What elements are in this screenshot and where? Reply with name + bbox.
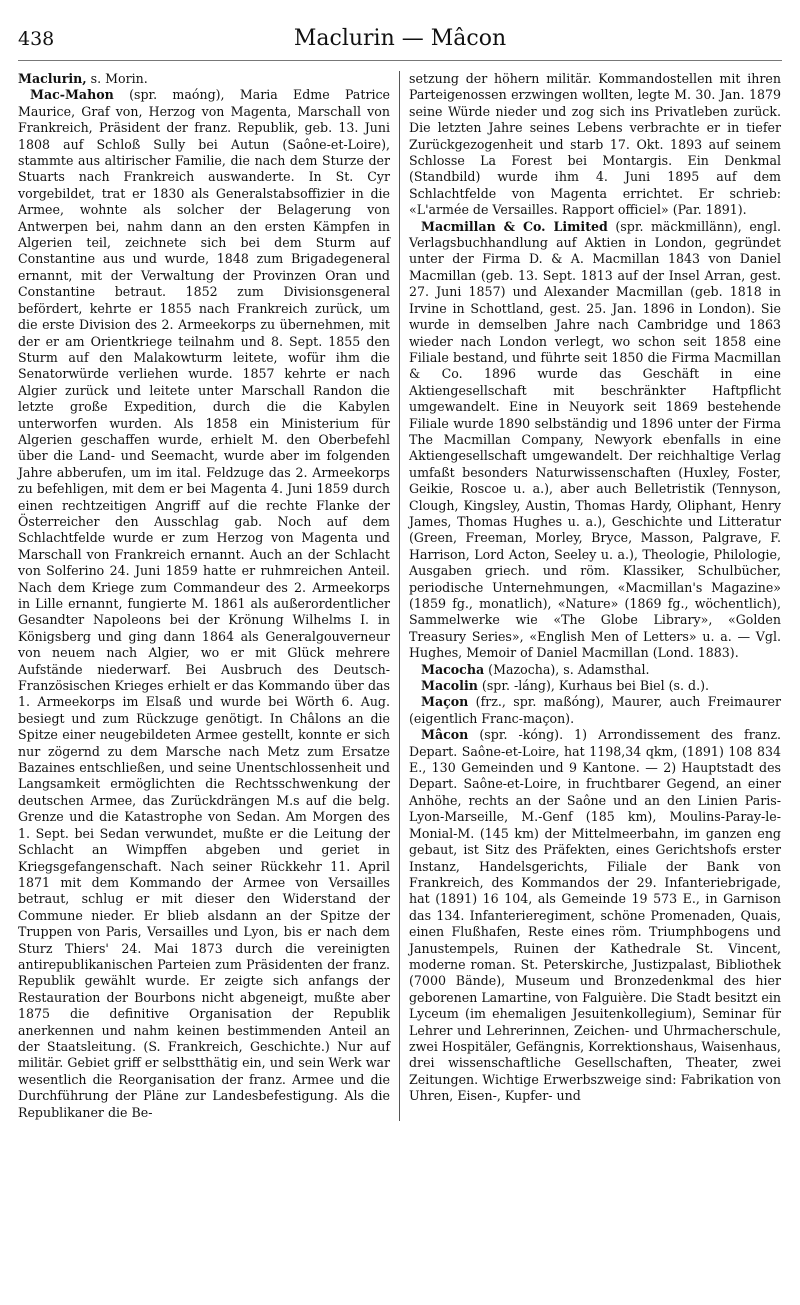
headword: Macmillan & Co. Limited	[421, 218, 608, 234]
left-column	[18, 71, 390, 1121]
entry-macmillan	[409, 219, 781, 662]
headword: Mac-Mahon	[30, 87, 114, 103]
entry-text: (spr. -kóng). 1) Arrondissement des franz. Depart. Saône-et-Loire, hat 1198,34 qkm, (1891) 108 834 E., 130 Gemeinden und 9 Kantone. — 2) Hauptstadt des Depart. Saône-et-Loire, in fruchtbarer Gegend, an einer Anhöhe, rechts an der Saône und an den Linien Paris-Lyon-Marseille, M.-Genf (185 km), Moulins-Paray-le-Monial-M. (145 km) der Mittelmeerbahn, im ganzen eng gebaut, ist Sitz des Präfekten, eines Gerichtshofs erster Instanz, Handelsgerichts, Filiale der Bank von Frankreich, des Kommandos der 29. Infanteriebrigade, hat (1891) 16 104, als Gemeinde 19 573 E., in Garnison das 134. Infanterieregiment, schöne Promenaden, Quais, einen Flußhafen, Reste eines röm. Triumphbogens und Janustempels, Ruinen der Kathedrale St. Vincent, moderne roman. St. Peterskirche, Justizpalast, Bibliothek (7000 Bände), Museum und Bronzedenkmal des hier geborenen Lamartine, von Falguière. Die Stadt besitzt ein Lyceum (im ehemaligen Jesuitenkollegium), Seminar für Lehrer und Lehrerinnen, Zeichen- und Uhrmacherschule, zwei Hospitäler, Gefängnis, Korrektionshaus, Waisenhaus, drei wissenschaftliche Gesellschaften, Theater, zwei Zeitungen. Wichtige Erwerbszweige sind: Fabrikation von Uhren, Eisen-, Kupfer- und	[409, 727, 781, 1104]
entry-text: s. Morin.	[86, 71, 148, 86]
entry-macon-city	[409, 727, 781, 1104]
column-divider	[399, 71, 400, 1121]
entry-mac-mahon-continued	[409, 71, 781, 219]
entry-mac-mahon	[18, 87, 390, 1121]
entry-macolin	[409, 678, 781, 694]
headword: Maçon	[421, 694, 469, 710]
entry-text: (frz., spr. maßóng), Maurer, auch Freimaurer (eigentlich Franc-maçon).	[409, 694, 781, 726]
entry-text: (spr. -láng), Kurhaus bei Biel (s. d.).	[477, 678, 710, 694]
page-number: 438	[18, 28, 55, 50]
running-title: Maclurin — Mâcon	[293, 26, 507, 51]
headword: Maclurin,	[18, 71, 87, 86]
right-column	[409, 71, 781, 1121]
headword: Macolin	[421, 678, 478, 694]
page-header	[18, 26, 782, 61]
text-columns	[18, 71, 782, 1121]
headword: Mâcon	[421, 727, 469, 743]
entry-macocha	[409, 662, 781, 678]
entry-macon-mason	[409, 694, 781, 727]
entry-text: setzung der höhern militär. Kommandostellen mit ihren Parteigenossen erzwingen wollten, legte M. 30. Jan. 1879 seine Würde nieder und zog sich ins Privatleben zurück. Die letzten Jahre seines Lebens verbrachte er in tiefer Zurückgezogenheit und starb 17. Okt. 1893 auf seinem Schlosse La Forest bei Montargis. Ein Denkmal (Standbild) wurde ihm 4. Juni 1895 auf dem Schlachtfelde von Magenta errichtet. Er schrieb: «L'armée de Versailles. Rapport officiel» (Par. 1891).	[409, 71, 781, 218]
entry-text: (spr. maóng), Maria Edme Patrice Maurice, Graf von, Herzog von Magenta, Marschall von Frankreich, Präsident der franz. Republik, geb. 13. Juni 1808 auf Schloß Sully bei Autun (Saône-et-Loire), stammte aus altirischer Familie, die nach dem Sturze der Stuarts nach Frankreich auswanderte. In St. Cyr vorgebildet, trat er 1830 als Generalstabsoffizier in die Armee, wohnte als solcher der Belagerung von Antwerpen bei, nahm dann an den ersten Kämpfen in Algerien teil, zeichnete sich bei dem Sturm auf Constantine aus und wurde, 1848 zum Brigadegeneral ernannt, mit der Verwaltung der Provinzen Oran und Constantine betraut. 1852 zum Divisionsgeneral befördert, kehrte er 1855 nach Frankreich zurück, um die erste Division des 2. Armeekorps zu übernehmen, mit der er am Orientkriege teilnahm und 8. Sept. 1855 den Sturm auf den Malakowturm leitete, wofür ihm die Senatorwürde verliehen wurde. 1857 kehrte er nach Algier zurück und leitete unter Marschall Randon die letzte große Expedition, durch die die Kabylen unterworfen wurden. Als 1858 ein Ministerium für Algerien geschaffen wurde, erhielt M. den Oberbefehl über die Land- und Seemacht, wurde aber im folgenden Jahre abberufen, um im ital. Feldzuge das 2. Armeekorps zu befehligen, mit dem er bei Magenta 4. Juni 1859 durch einen rechtzeitigen Angriff auf die rechte Flanke der Österreicher den Ausschlag gab. Noch auf dem Schlachtfelde wurde er zum Herzog von Magenta und Marschall von Frankreich ernannt. Auch an der Schlacht von Solferino 24. Juni 1859 hatte er ruhmreichen Anteil. Nach dem Kriege zum Commandeur des 2. Armeekorps in Lille ernannt, fungierte M. 1861 als außerordentlicher Gesandter Napoleons bei der Krönung Wilhelms I. in Königsberg und ging dann 1864 als Generalgouverneur von neuem nach Algier, wo er mit Glück mehrere Aufstände niederwarf. Bei Ausbruch des Deutsch-Französischen Krieges erhielt er das Kommando über das 1. Armeekorps im Elsaß und wurde bei Wörth 6. Aug. besiegt und zum Rückzuge genötigt. In Châlons an die Spitze einer neugebildeten Armee gestellt, konnte er sich nur zögernd zu dem Marsche nach Metz zum Ersatze Bazaines entschließen, und seine Unentschlossenheit und Langsamkeit ermöglichten die Rechtsschwenkung der deutschen Armee, das Zurückdrängen M.s auf die belg. Grenze und die Katastrophe von Sedan. Am Morgen des 1. Sept. bei Sedan verwundet, mußte er die Leitung der Schlacht an Wimpffen abgeben und geriet in Kriegsgefangenschaft. Nach seiner Rückkehr 11. April 1871 mit dem Kommando der Armee von Versailles betraut, schlug er mit dieser den Widerstand der Commune nieder. Er blieb alsdann an der Spitze der Truppen von Paris, Versailles und Lyon, bis er nach dem Sturz Thiers' 24. Mai 1873 durch die vereinigten antirepublikanischen Parteien zum Präsidenten der franz. Republik gewählt wurde. Er zeigte sich anfangs der Restauration der Bourbons nicht abgeneigt, mußte aber 1875 die definitive Organisation der Republik anerkennen und nahm keinen bestimmenden Anteil an der Staatsleitung. (S. Frankreich, Geschichte.) Nur auf militär. Gebiet griff er selbstthätig ein, und sein Werk war wesentlich die Reorganisation der franz. Armee und die Durchführung der Pläne zur Landesbefestigung. Als die Republikaner die Be-	[18, 87, 390, 1120]
entry-text: (Mazocha), s. Adamsthal.	[484, 661, 650, 677]
headword: Macocha	[421, 661, 485, 677]
entry-maclurin	[18, 71, 390, 87]
entry-text: (spr. mäckmillänn), engl. Verlagsbuchhandlung auf Aktien in London, gegründet unter der Firma D. & A. Macmillan 1843 von Daniel Macmillan (geb. 13. Sept. 1813 auf der Insel Arran, gest. 27. Juni 1857) und Alexander Macmillan (geb. 1818 in Irvine in Schottland, gest. 25. Jan. 1896 in London). Sie wurde in demselben Jahre nach Cambridge und 1863 wieder nach London verlegt, wo schon seit 1858 eine Filiale bestand, und führte seit 1850 die Firma Macmillan & Co. 1896 wurde das Geschäft in eine Aktiengesellschaft mit beschränkter Haftpflicht umgewandelt. Eine in Neuyork seit 1869 bestehende Filiale wurde 1890 selbständig und 1896 unter der Firma The Macmillan Company, Newyork ebenfalls in eine Aktiengesellschaft umgewandelt. Der reichhaltige Verlag umfaßt besonders Naturwissenschaften (Huxley, Foster, Geikie, Roscoe u. a.), aber auch Belletristik (Tennyson, Clough, Kingsley, Austin, Thomas Hardy, Oliphant, Henry James, Thomas Hughes u. a.), Geschichte und Litteratur (Green, Freeman, Morley, Bryce, Masson, Palgrave, F. Harrison, Lord Acton, Seeley u. a.), Theologie, Philologie, Ausgaben griech. und röm. Klassiker, Schulbücher, periodische Unternehmungen, «Macmillan's Magazine» (1859 fg., monatlich), «Nature» (1869 fg., wöchentlich), Sammelwerke wie «The Globe Library», «Golden Treasury Series», «English Men of Letters» u. a. — Vgl. Hughes, Memoir of Daniel Macmillan (Lond. 1883).	[409, 218, 781, 661]
